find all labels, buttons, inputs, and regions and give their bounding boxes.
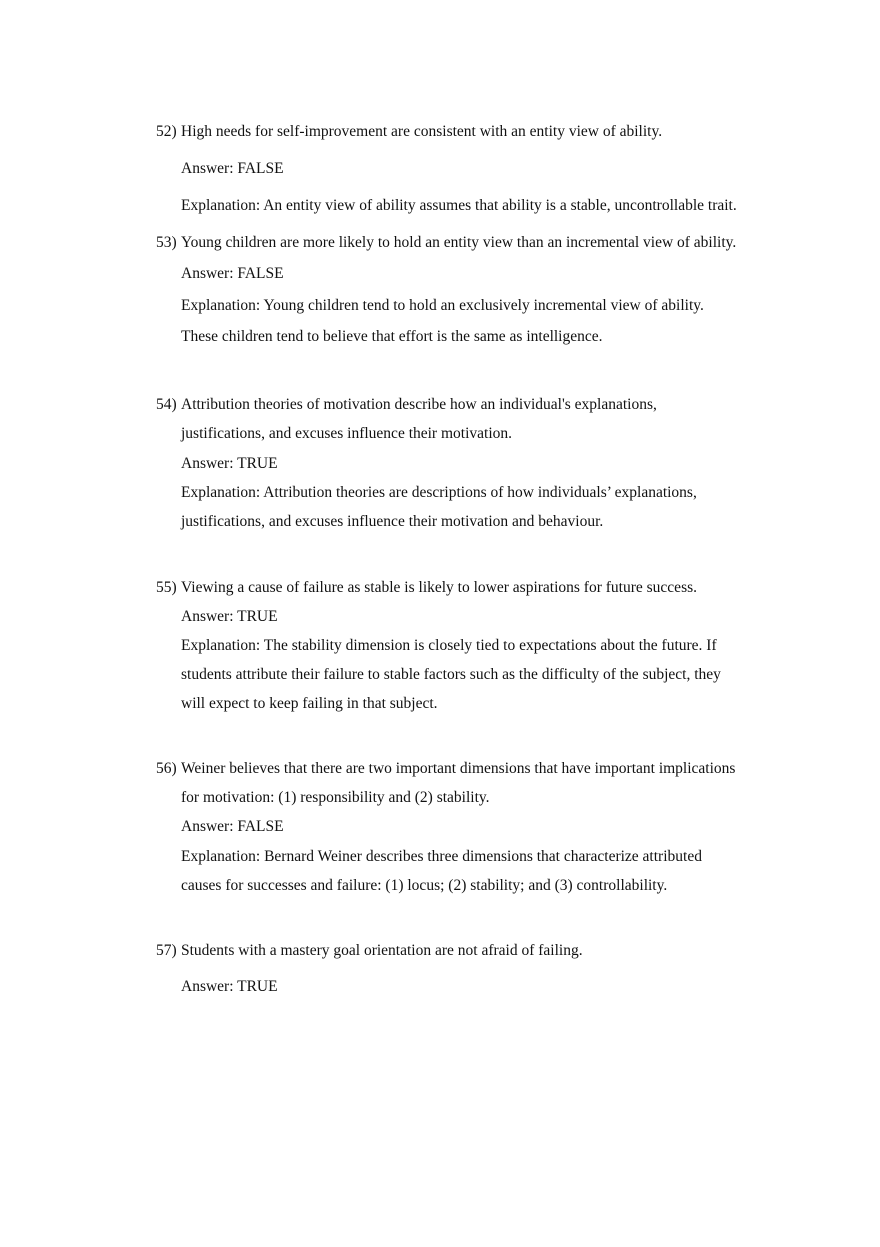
explanation-text: Explanation: Young children tend to hold an exclusively incremental view of ability. bbox=[181, 297, 704, 314]
question-number: 55) bbox=[156, 579, 177, 596]
answer-text: Answer: TRUE bbox=[181, 608, 278, 625]
answer-text: Answer: FALSE bbox=[181, 265, 284, 282]
explanation-text: Explanation: Attribution theories are descriptions of how individuals’ explanations, bbox=[181, 484, 697, 501]
question-number: 54) bbox=[156, 396, 177, 413]
answer-text: Answer: TRUE bbox=[181, 978, 278, 995]
question-text: Viewing a cause of failure as stable is likely to lower aspirations for future success. bbox=[181, 579, 698, 596]
explanation-text: Explanation: The stability dimension is closely tied to expectations about the future. If bbox=[181, 637, 717, 654]
explanation-text: causes for successes and failure: (1) locus; (2) stability; and (3) controllability. bbox=[181, 877, 668, 894]
question-text: Weiner believes that there are two important dimensions that have important implications bbox=[181, 760, 736, 777]
explanation-text: These children tend to believe that effort is the same as intelligence. bbox=[181, 328, 603, 345]
explanation-text: Explanation: An entity view of ability assumes that ability is a stable, uncontrollable trait. bbox=[181, 197, 737, 214]
question-text: Attribution theories of motivation describe how an individual's explanations, bbox=[181, 396, 657, 413]
question-text: Students with a mastery goal orientation are not afraid of failing. bbox=[181, 942, 583, 959]
explanation-text: justifications, and excuses influence their motivation and behaviour. bbox=[181, 513, 604, 530]
explanation-text: will expect to keep failing in that subject. bbox=[181, 695, 438, 712]
explanation-text: students attribute their failure to stable factors such as the difficulty of the subject, they bbox=[181, 666, 721, 683]
question-text: High needs for self-improvement are consistent with an entity view of ability. bbox=[181, 123, 663, 140]
question-text: Young children are more likely to hold an entity view than an incremental view of ability. bbox=[181, 234, 737, 251]
question-number: 57) bbox=[156, 942, 177, 959]
answer-text: Answer: FALSE bbox=[181, 160, 284, 177]
question-number: 53) bbox=[156, 234, 177, 251]
answer-text: Answer: TRUE bbox=[181, 455, 278, 472]
explanation-text: Explanation: Bernard Weiner describes three dimensions that characterize attributed bbox=[181, 848, 702, 865]
question-text: justifications, and excuses influence their motivation. bbox=[181, 425, 513, 442]
question-number: 56) bbox=[156, 760, 177, 777]
question-text: for motivation: (1) responsibility and (2) stability. bbox=[181, 789, 490, 806]
answer-text: Answer: FALSE bbox=[181, 818, 284, 835]
question-number: 52) bbox=[156, 123, 177, 140]
